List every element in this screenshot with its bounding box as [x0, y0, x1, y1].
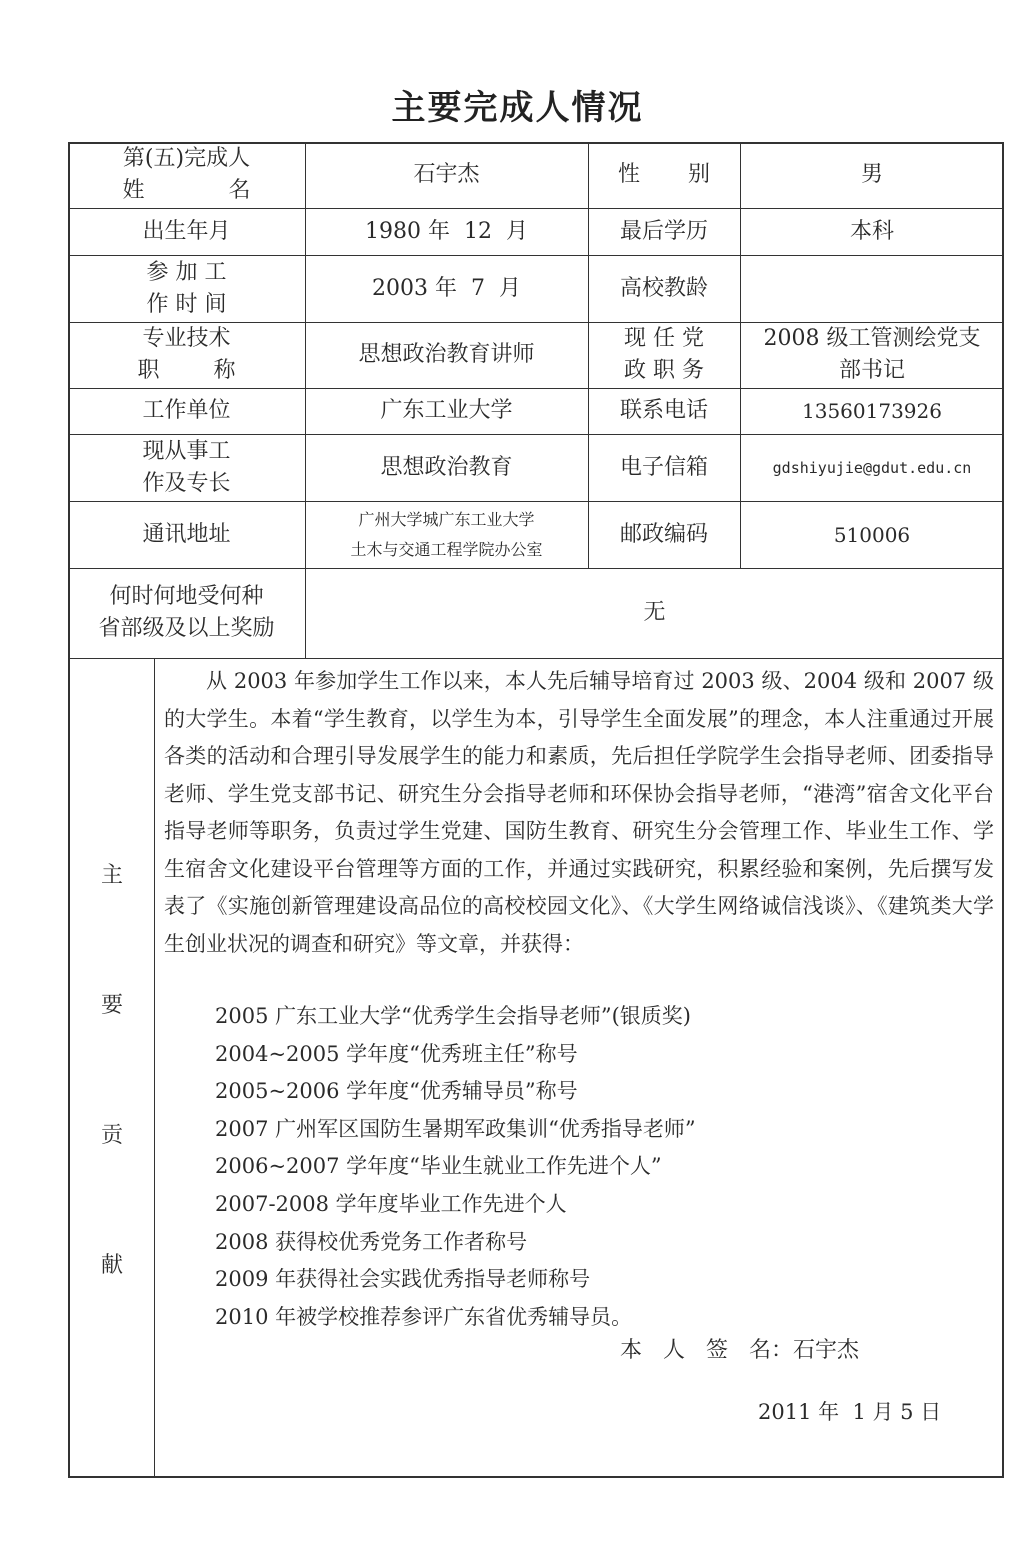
contribution-paragraph: 从 2003 年参加学生工作以来，本人先后辅导培育过 2003 级、2004 级和 2007 级的大学生。本着“学生教育，以学生为本，引导学生全面发展”的理念，本人注重通过开展各类的活动和合理引导发展学生的能力和素质，先后担任学院学生会指导老师、团委指导老师、学生党支部书记、研究生分会指导老师和环保协会指导老师，“港湾”宿舍文化平台指导老师等职务，负责过学生党建、国防生教育、研究生分会管理工作、毕业生工作、学生宿舍文化建设平台管理等方面的工作，并通过实践研究，积累经验和案例，先后撰写发表了《实施创新管理建设高品位的高校校园文化》、《大学生网络诚信浅谈》、《建筑类大学生创业状况的调查和研究》等文章，并获得： [164, 669, 994, 956]
label-char: 名 [228, 178, 251, 203]
value-line: 土木与交通工程学院办公室 [350, 539, 543, 559]
label-line: 专业技术 [142, 326, 231, 351]
value-line: 2008 级工管测绘党支 [763, 326, 981, 351]
label-work-unit: 工作单位 [142, 398, 231, 423]
value-line: 部书记 [838, 358, 905, 383]
label-party-post [588, 322, 740, 388]
label-name [68, 142, 305, 208]
label-birth: 出生年月 [142, 218, 231, 244]
label-zip: 邮政编码 [619, 521, 708, 547]
contribution-text [164, 663, 994, 963]
value-line: 广州大学城广东工业大学 [358, 509, 535, 529]
signature-date: 2011 年 1 月 5 日 [758, 1400, 942, 1424]
value-professional-title: 思想政治教育讲师 [358, 342, 535, 367]
label-email: 电子信箱 [619, 454, 708, 480]
label-char: 职 [137, 358, 160, 383]
label-line: 参 加 工 [146, 259, 227, 285]
award-item: 2009 年获得社会实践优秀指导老师称号 [215, 1267, 591, 1292]
value-email: gdshiyujie@gdut.edu.cn [772, 458, 972, 477]
label-teaching-years: 高校教龄 [619, 275, 708, 301]
award-item: 2005~2006 学年度“优秀辅导员”称号 [215, 1079, 578, 1104]
section-label-char: 主 [100, 863, 123, 888]
label-line [138, 355, 236, 387]
label-gender [588, 142, 740, 208]
award-item: 2007-2008 学年度毕业工作先进个人 [215, 1191, 567, 1216]
value-zip: 510006 [833, 522, 911, 547]
value-education: 本科 [849, 218, 894, 244]
label-line: 政 职 务 [624, 358, 704, 383]
label-line [123, 175, 251, 207]
col-divider [154, 658, 155, 1478]
award-item: 2008 获得校优秀党务工作者称号 [215, 1229, 528, 1254]
label-char: 称 [213, 358, 236, 383]
signature: 本 人 签 名：石宇杰 [620, 1338, 859, 1363]
page-title: 主要完成人情况 [391, 88, 644, 128]
label-work-start [68, 255, 305, 322]
label-awards [68, 568, 305, 658]
value-birth: 1980 年 12 月 [365, 218, 528, 244]
label-line: 现 任 党 [624, 326, 704, 351]
award-item: 2004~2005 学年度“优秀班主任”称号 [215, 1041, 578, 1066]
label-line: 何时何地受何种 [109, 584, 264, 609]
award-item: 2006~2007 学年度“毕业生就业工作先进个人” [215, 1154, 662, 1179]
row-divider [68, 658, 1004, 659]
value-name: 石宇杰 [413, 162, 480, 187]
label-line: 作 时 间 [146, 291, 227, 317]
award-item: 2010 年被学校推荐参评广东省优秀辅导员。 [215, 1304, 633, 1329]
section-label-char: 贡 [100, 1123, 123, 1148]
value-specialty: 思想政治教育 [380, 454, 513, 480]
value-work-start: 2003 年 7 月 [372, 275, 521, 301]
section-label-char: 献 [100, 1253, 123, 1278]
value-awards: 无 [643, 600, 666, 625]
value-gender: 男 [860, 162, 883, 187]
value-work-unit: 广东工业大学 [380, 398, 513, 423]
value-teaching-years [740, 255, 1004, 322]
label-phone: 联系电话 [619, 398, 708, 423]
label-line: 现从事工 [142, 438, 231, 464]
label-line: 省部级及以上奖励 [98, 616, 275, 641]
value-party-post [740, 322, 1004, 388]
section-label-char: 要 [100, 993, 123, 1018]
award-item: 2007 广州军区国防生暑期军政集训“优秀指导老师” [215, 1116, 696, 1141]
label-char: 姓 [122, 178, 145, 203]
value-address [305, 501, 588, 568]
value-phone: 13560173926 [802, 399, 942, 423]
label-char: 别 [687, 162, 710, 187]
label-professional-title [68, 322, 305, 388]
label-education: 最后学历 [619, 218, 708, 244]
label-specialty [68, 434, 305, 501]
label-char: 性 [618, 162, 641, 187]
label-line: 作及专长 [142, 470, 231, 496]
label-line [618, 159, 710, 191]
label-address: 通讯地址 [142, 521, 231, 547]
award-item: 2005 广东工业大学“优秀学生会指导老师”(银质奖) [215, 1004, 691, 1028]
label-line: 第(五)完成人 [122, 146, 251, 171]
award-list [215, 998, 696, 1336]
